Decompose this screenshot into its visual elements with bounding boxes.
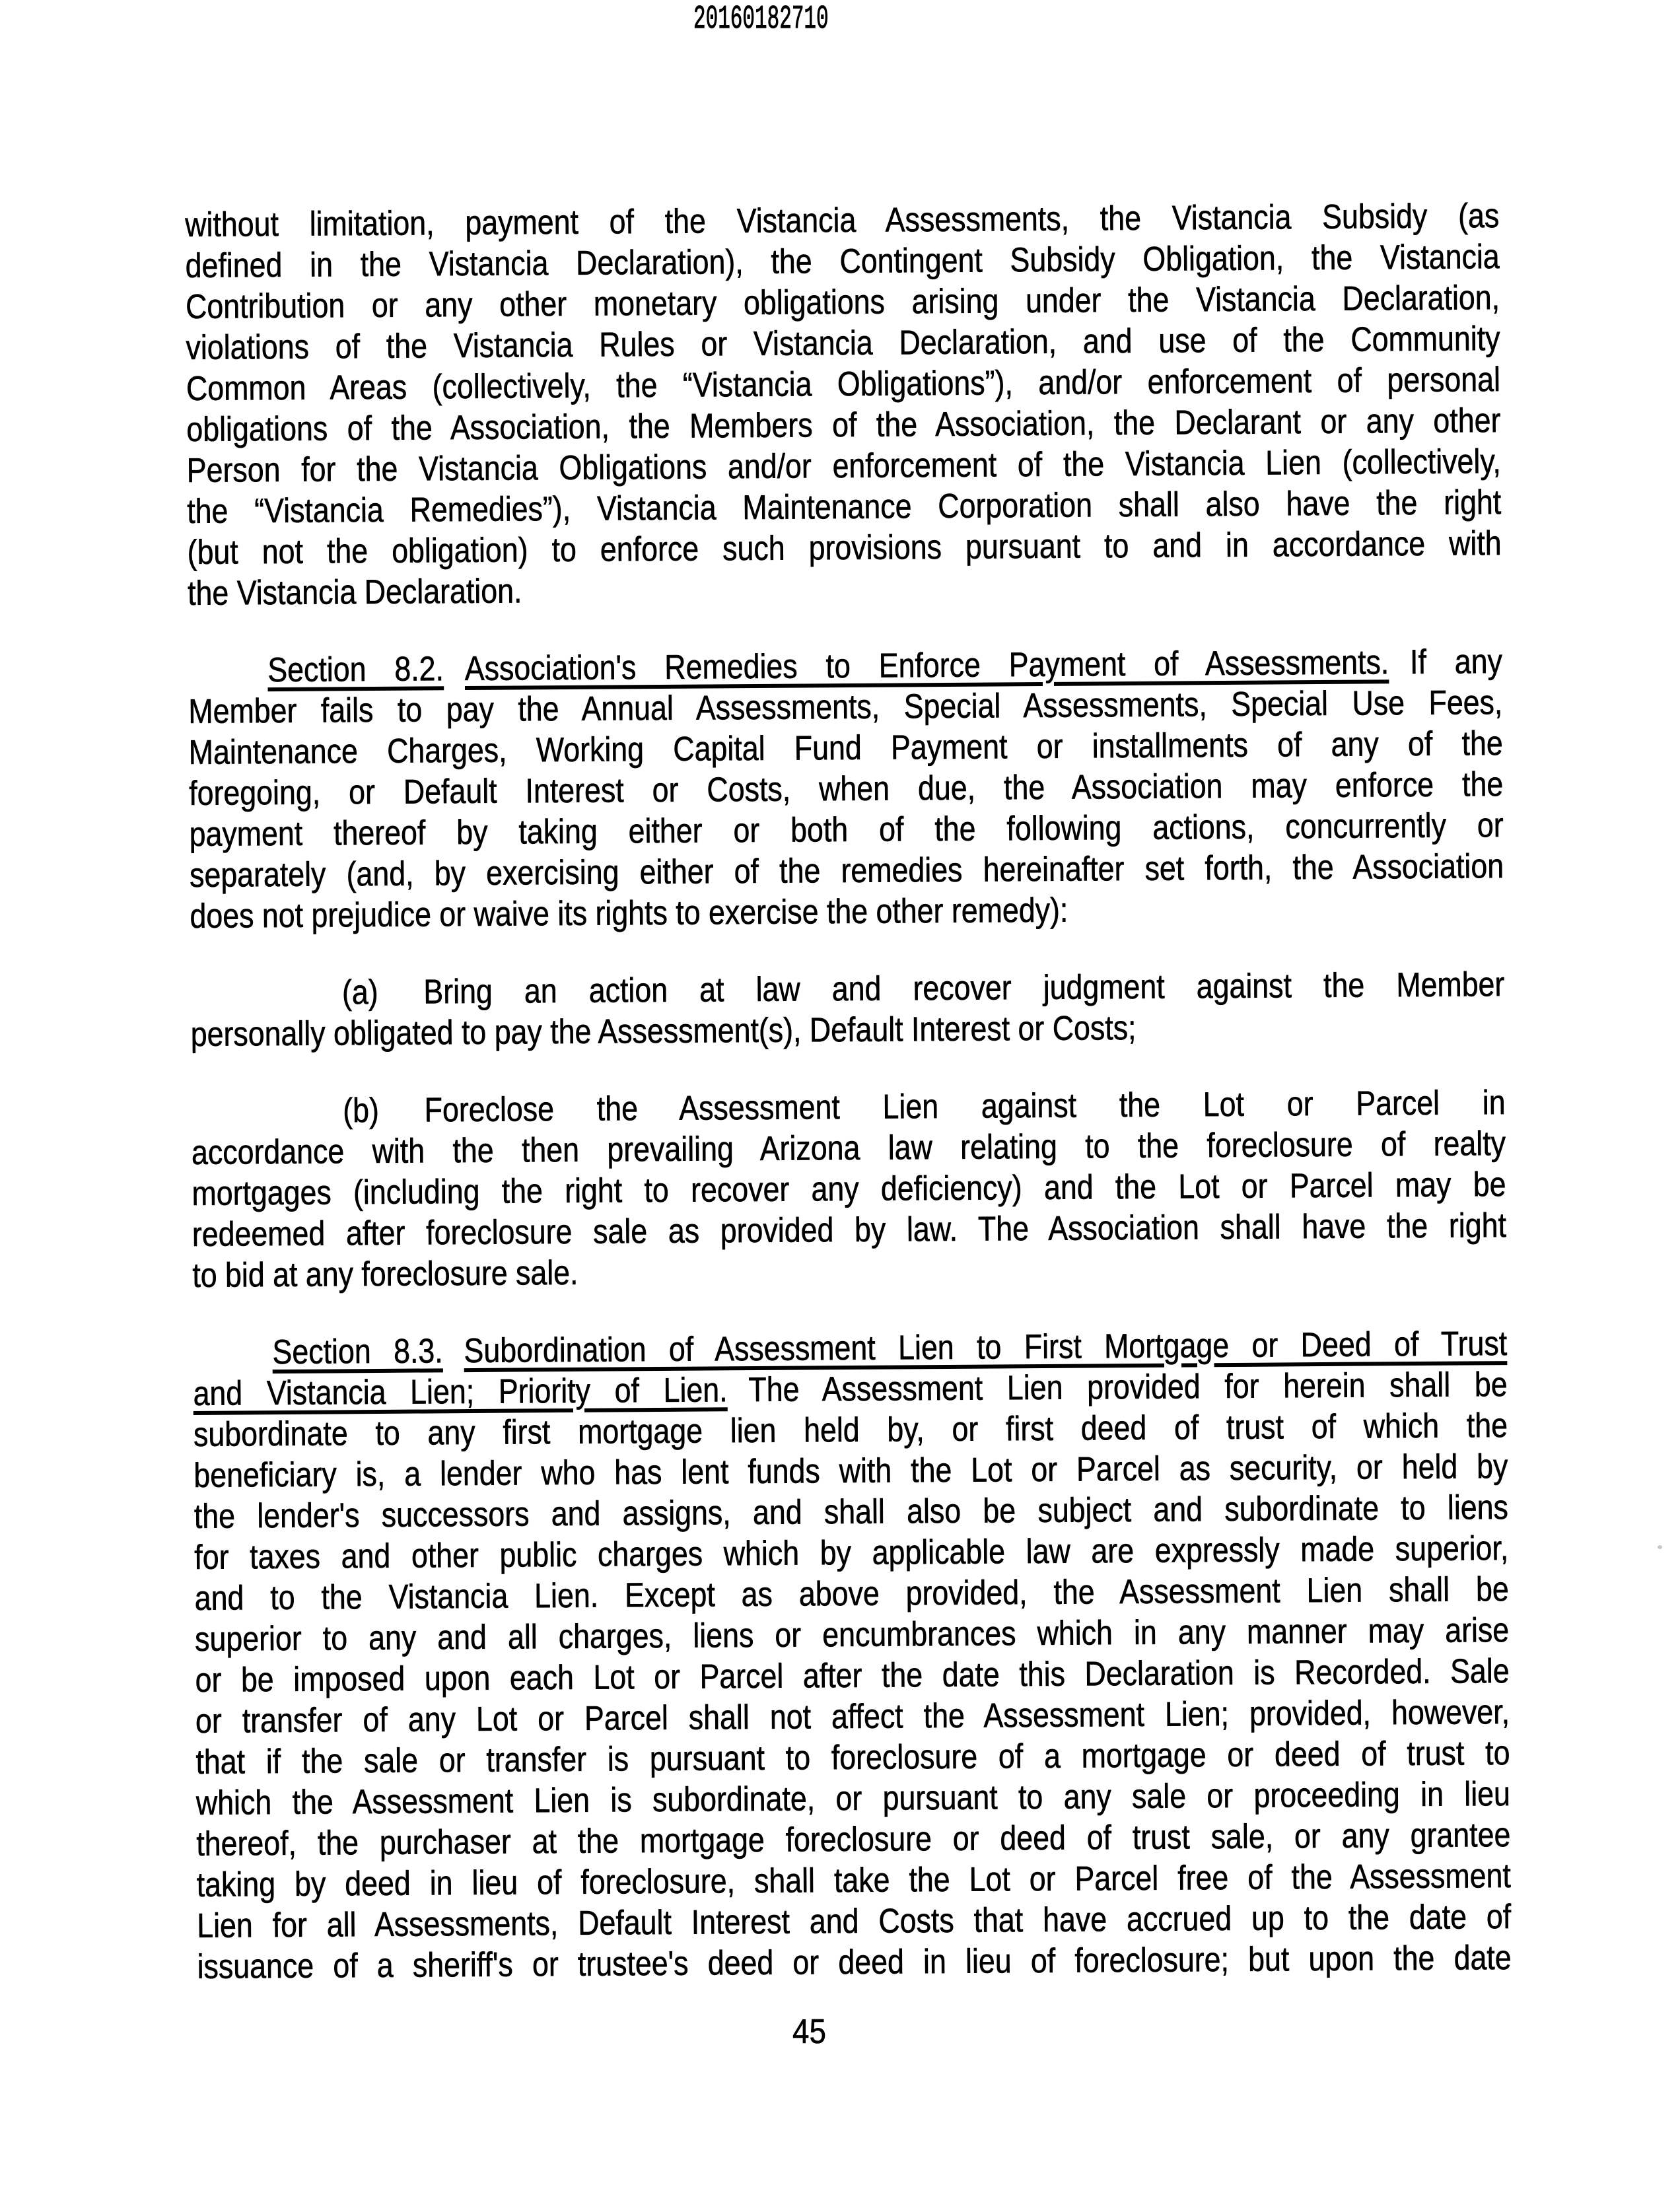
body-text: defined in the Vistancia Declaration), the Contingent Subsidy Obligation, the Vistancia bbox=[185, 238, 1500, 285]
body-text: that if the sale or transfer is pursuant to foreclosure of a mortgage or deed of trust to bbox=[195, 1734, 1510, 1782]
text-line bbox=[190, 887, 1504, 937]
body-text: Bring an action at law and recover judgment against the Member bbox=[423, 965, 1505, 1012]
text-gap bbox=[444, 679, 465, 680]
page-number: 45 bbox=[792, 2013, 826, 2051]
body-text: Contribution or any other monetary obligations arising under the Vistancia Declaration, bbox=[185, 279, 1500, 326]
body-text: beneficiary is, a lender who has lent funds with the Lot or Parcel as security, or held by bbox=[193, 1447, 1508, 1495]
body-text: the Vistancia Declaration. bbox=[187, 572, 522, 613]
text-gap bbox=[378, 1003, 424, 1004]
body-text: obligations of the Association, the Members of the Association, the Declarant or any other bbox=[186, 401, 1501, 449]
body-text: Member fails to pay the Annual Assessments, Special Assessments, Special Use Fees, bbox=[188, 683, 1503, 731]
body-text: The Assessment Lien provided for herein shall be bbox=[748, 1366, 1508, 1410]
body-text: accordance with the then prevailing Arizona law relating to the foreclosure of realty bbox=[191, 1125, 1506, 1172]
body-text: Lien for all Assessments, Default Interest and Costs that have accrued up to the date of bbox=[196, 1898, 1512, 1945]
paragraph bbox=[193, 1323, 1512, 1988]
body-text: thereof, the purchaser at the mortgage foreclosure or deed of trust sale, or any grantee bbox=[196, 1816, 1511, 1863]
first-line-indent bbox=[188, 681, 267, 682]
body-text: Person for the Vistancia Obligations and/or enforcement of the Vistancia Lien (collectively, bbox=[186, 442, 1502, 490]
body-text: (but not the obligation) to enforce such provisions pursuant to and in accordance with bbox=[187, 524, 1502, 572]
first-line-indent bbox=[192, 1121, 343, 1123]
body-text: redeemed after foreclosure sale as provided by law. The Association shall have the right bbox=[192, 1206, 1507, 1254]
body-text: mortgages (including the right to recover any deficiency) and the Lot or Parcel may be bbox=[192, 1165, 1506, 1213]
body-text: superior to any and all charges, liens or encumbrances which in any manner may arise bbox=[194, 1611, 1510, 1659]
body-text: foregoing, or Default Interest or Costs, when due, the Association may enforce the bbox=[189, 765, 1504, 813]
text-line bbox=[191, 1005, 1505, 1055]
first-line-indent bbox=[190, 1003, 342, 1005]
underlined-heading-text: Section 8.2. bbox=[267, 650, 444, 690]
body-text: Maintenance Charges, Working Capital Fund Payment or installments of any of the bbox=[188, 724, 1503, 772]
text-line bbox=[192, 1246, 1506, 1296]
body-text: Foreclose the Assessment Lien against the Lot or Parcel in bbox=[424, 1084, 1506, 1130]
underlined-heading-text: Section 8.3. bbox=[272, 1332, 443, 1372]
body-text: payment thereof by taking either or both of the following actions, concurrently or bbox=[189, 806, 1504, 854]
text-line bbox=[188, 564, 1502, 614]
document-body bbox=[185, 195, 1512, 1988]
underlined-heading-text: Subordination of Assessment Lien to First Mortgage or Deed of Trust bbox=[464, 1325, 1508, 1371]
paragraph bbox=[190, 964, 1505, 1055]
body-text: which the Assessment Lien is subordinate, or pursuant to any sale or proceeding in lieu bbox=[195, 1775, 1511, 1822]
body-text: the “Vistancia Remedies”), Vistancia Maintenance Corporation shall also have the right bbox=[187, 483, 1502, 531]
body-text: taking by deed in lieu of foreclosure, shall take the Lot or Parcel free of the Assessment bbox=[196, 1857, 1511, 1904]
scan-artifact-dot bbox=[1658, 1545, 1662, 1549]
underlined-heading-text: Association's Remedies to Enforce Payment of Assessments. bbox=[464, 643, 1389, 689]
paragraph bbox=[188, 641, 1504, 937]
body-text: (b) bbox=[343, 1091, 380, 1130]
underlined-heading-text: and Vistancia Lien; Priority of Lien. bbox=[193, 1371, 728, 1413]
body-text: does not prejudice or waive its rights to exercise the other remedy): bbox=[190, 891, 1068, 936]
text-gap bbox=[379, 1121, 425, 1122]
body-text: the lender's successors and assigns, and shall also be subject and subordinate to liens bbox=[193, 1488, 1509, 1536]
body-text: subordinate to any first mortgage lien held by, or first deed of trust of which the bbox=[193, 1406, 1508, 1454]
paragraph bbox=[185, 195, 1502, 614]
first-line-indent bbox=[193, 1363, 272, 1364]
body-text: without limitation, payment of the Vistancia Assessments, the Vistancia Subsidy (as bbox=[185, 197, 1500, 244]
body-text: to bid at any foreclosure sale. bbox=[192, 1253, 578, 1295]
text-gap bbox=[1389, 673, 1410, 674]
text-line bbox=[197, 1937, 1511, 1988]
body-text: for taxes and other public charges which by applicable law are expressly made superior, bbox=[194, 1529, 1509, 1577]
body-text: personally obligated to pay the Assessment(s), Default Interest or Costs; bbox=[190, 1008, 1137, 1054]
body-text: issuance of a sheriff's or trustee's deed or deed in lieu of foreclosure; but upon the date bbox=[197, 1939, 1512, 1986]
body-text: or be imposed upon each Lot or Parcel after the date this Declaration is Recorded. Sale bbox=[195, 1652, 1510, 1700]
body-text: or transfer of any Lot or Parcel shall not affect the Assessment Lien; provided, however, bbox=[195, 1693, 1510, 1741]
paragraph bbox=[191, 1082, 1506, 1296]
recording-number: 20160182710 bbox=[693, 1, 829, 38]
body-text: violations of the Vistancia Rules or Vistancia Declaration, and use of the Community bbox=[186, 320, 1500, 367]
body-text: and to the Vistancia Lien. Except as above provided, the Assessment Lien shall be bbox=[194, 1570, 1509, 1618]
body-text: separately (and, by exercising either of the remedies hereinafter set forth, the Association bbox=[189, 847, 1504, 895]
body-text: Common Areas (collectively, the “Vistancia Obligations”), and/or enforcement of personal bbox=[186, 361, 1501, 408]
body-text: (a) bbox=[341, 973, 378, 1012]
body-text: If any bbox=[1409, 642, 1503, 682]
